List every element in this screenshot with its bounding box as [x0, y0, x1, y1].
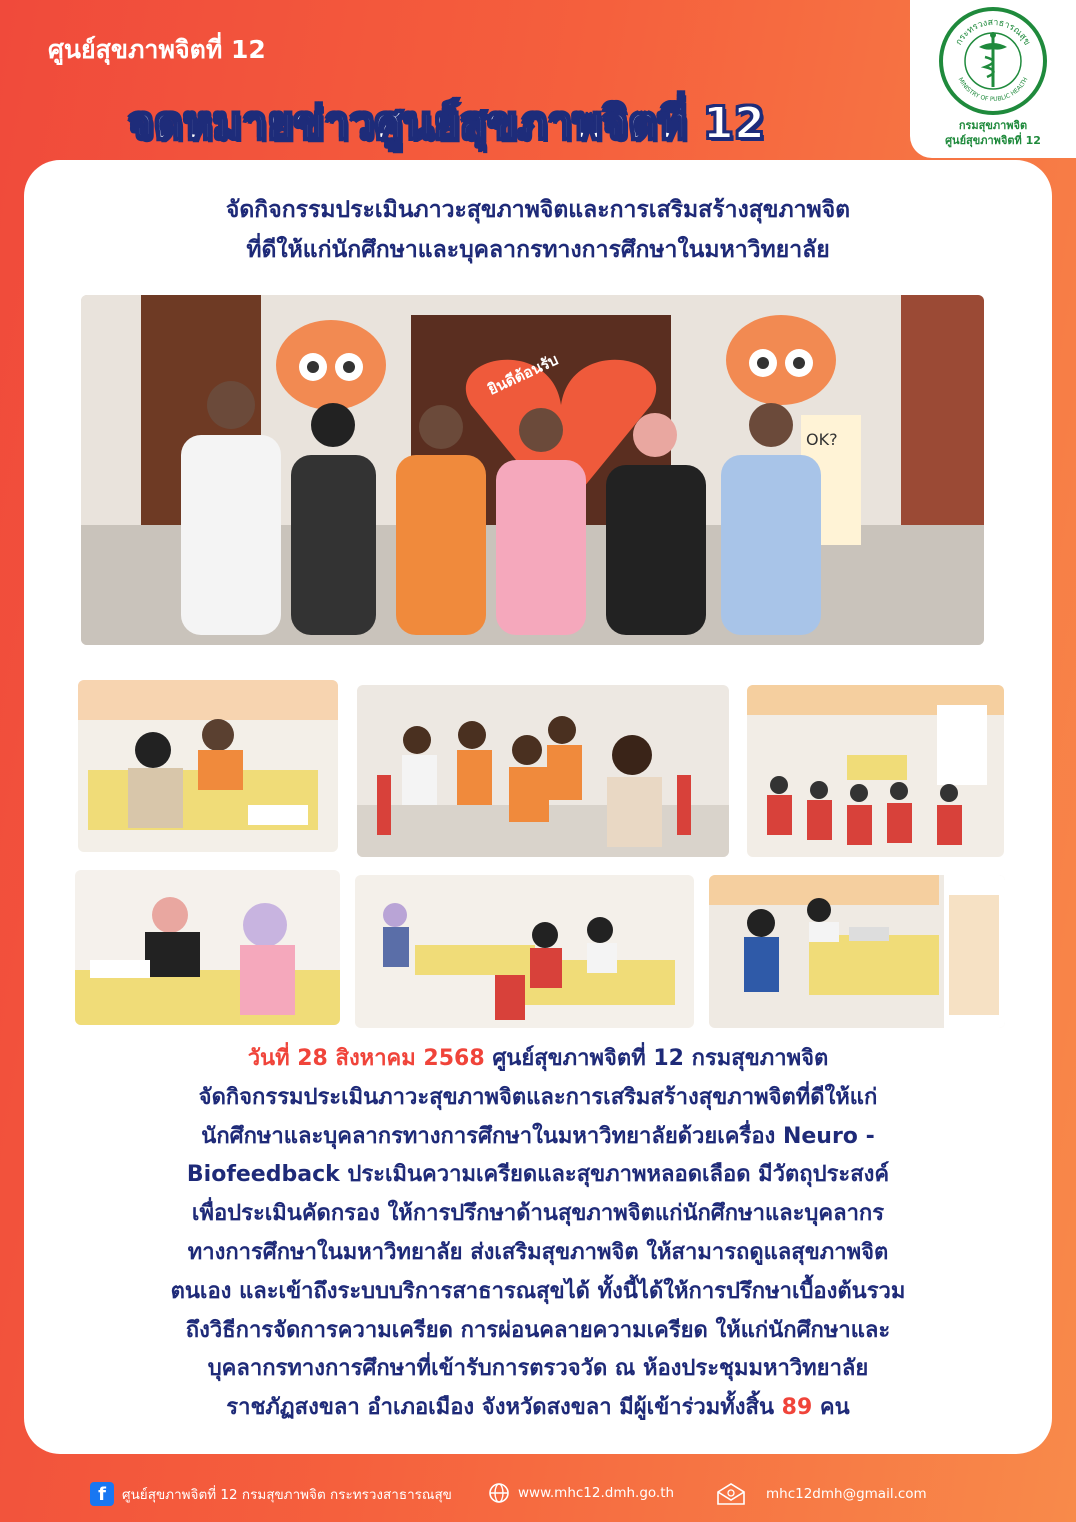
event-date: วันที่ 28 สิงหาคม 2568 — [247, 1046, 485, 1071]
activity-photo-4 — [75, 870, 340, 1025]
headline-line2: ที่ดีให้แก่นักศึกษาและบุคลากรทางการศึกษาในมหาวิทยาลัย — [246, 237, 830, 263]
newsletter-title: จดหมายข่าวศูนย์สุขภาพจิตที่ 12 — [128, 98, 766, 149]
activity-photo-2 — [357, 685, 729, 857]
activity-photo-6 — [709, 875, 1005, 1028]
facebook-icon: f — [90, 1482, 114, 1506]
email-link[interactable] — [716, 1482, 927, 1506]
activity-photo-5 — [355, 875, 694, 1028]
ok-sign-text: OK? — [806, 430, 838, 449]
body-line-7: ตนเอง และเข้าถึงระบบบริการสาธารณสุขได้ ทั้งนี้ได้ให้การปรึกษาเบื้องต้นรวม — [170, 1278, 906, 1304]
activity-photo-1 — [78, 680, 338, 852]
body-line-4: Biofeedback ประเมินความเครียดและสุขภาพหลอดเลือด มีวัตถุประสงค์ — [186, 1162, 890, 1188]
body-line10-start: ราชภัฏสงขลา อำเภอเมือง จังหวัดสงขลา มีผู้เข้าร่วมทั้งสิ้น — [226, 1395, 782, 1421]
footer — [0, 1470, 1076, 1516]
facebook-label: ศูนย์สุขภาพจิตที่ 12 กรมสุขภาพจิต กระทรวงสาธารณสุข — [122, 1487, 452, 1503]
headline-line1: จัดกิจกรรมประเมินภาวะสุขภาพจิตและการเสริมสร้างสุขภาพจิต — [225, 197, 851, 223]
body-line-10 — [54, 1389, 1022, 1428]
facebook-link[interactable] — [90, 1482, 452, 1506]
seal-text-en: MINISTRY OF PUBLIC HEALTH — [956, 76, 1030, 104]
body-line-8: ถึงวิธีการจัดการความเครียด การผ่อนคลายความเครียด ให้แก่นักศึกษาและ — [185, 1317, 891, 1343]
logo-dept-line1: กรมสุขภาพจิต — [958, 119, 1028, 132]
website-link[interactable] — [488, 1482, 674, 1504]
welcome-sign-text: ยินดีต้อนรับ — [485, 350, 562, 399]
globe-icon — [488, 1482, 510, 1504]
body-line-9: บุคลากรทางการศึกษาที่เข้ารับการตรวจวัด ณ ห้องประชุมมหาวิทยาลัย — [207, 1356, 869, 1382]
email-address: mhc12dmh@gmail.com — [766, 1486, 927, 1502]
body-line-2: จัดกิจกรรมประเมินภาวะสุขภาพจิตและการเสริมสร้างสุขภาพจิตที่ดีให้แก่ — [198, 1084, 878, 1110]
body-line-3: นักศึกษาและบุคลากรทางการศึกษาในมหาวิทยาลัยด้วยเครื่อง Neuro - — [201, 1123, 875, 1149]
logo-dept-line2: ศูนย์สุขภาพจิตที่ 12 — [945, 134, 1041, 147]
email-icon — [716, 1482, 746, 1506]
body-line10-end: คน — [812, 1395, 850, 1421]
body-line-6: ทางการศึกษาในมหาวิทยาลัย ส่งเสริมสุขภาพจิต ให้สามารถดูแลสุขภาพจิต — [187, 1239, 889, 1265]
ministry-logo — [910, 0, 1076, 158]
article-body — [54, 1040, 1022, 1428]
caduceus-icon — [943, 11, 1043, 111]
website-url: www.mhc12.dmh.go.th — [518, 1485, 675, 1501]
center-name: ศูนย์สุขภาพจิตที่ 12 — [48, 35, 266, 64]
activity-photo-3 — [747, 685, 1004, 857]
body-line1-rest: ศูนย์สุขภาพจิตที่ 12 กรมสุขภาพจิต — [484, 1046, 829, 1071]
main-group-photo — [81, 295, 984, 645]
logo-department — [910, 118, 1076, 148]
logo-seal — [939, 7, 1047, 115]
body-line-1 — [54, 1040, 1022, 1079]
participant-count: 89 — [781, 1395, 813, 1421]
content-card — [24, 160, 1052, 1454]
body-line-5: เพื่อประเมินคัดกรอง ให้การปรึกษาด้านสุขภาพจิตแก่นักศึกษาและบุคลากร — [191, 1201, 885, 1227]
seal-text-th: กระทรวงสาธารณสุข — [954, 17, 1032, 48]
article-headline — [24, 190, 1052, 270]
